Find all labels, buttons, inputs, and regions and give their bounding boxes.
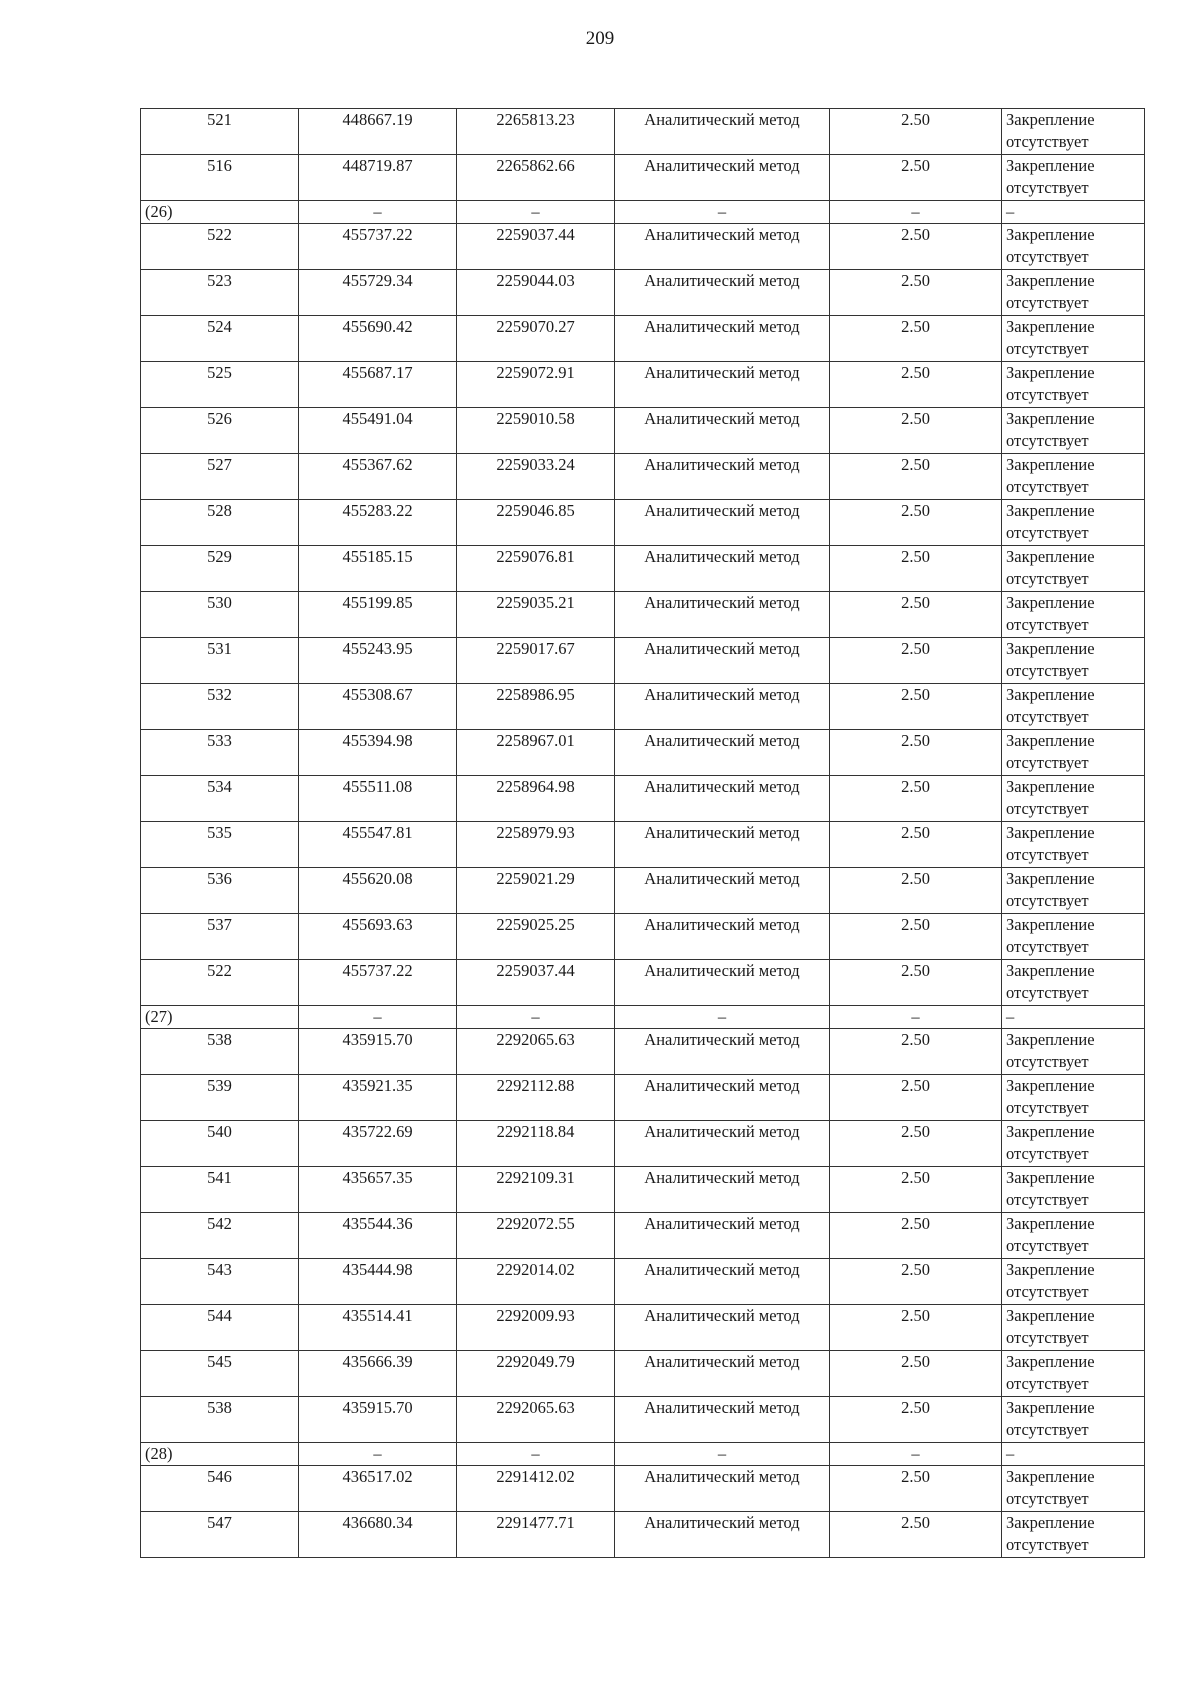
fixation-cell [1002,224,1145,270]
dash-cell: – [299,201,457,224]
fixation-line-1: Закрепление [1006,271,1095,290]
fixation-line-2: отсутствует [1006,178,1089,197]
point-number-cell: 529 [141,546,299,592]
x-coordinate-cell: 435915.70 [299,1397,457,1443]
accuracy-cell: 2.50 [830,1213,1002,1259]
accuracy-cell: 2.50 [830,730,1002,776]
x-coordinate-cell: 455199.85 [299,592,457,638]
point-number-cell: 542 [141,1213,299,1259]
y-coordinate-cell: 2259010.58 [457,408,615,454]
y-coordinate-cell: 2259033.24 [457,454,615,500]
x-coordinate-cell: 455737.22 [299,224,457,270]
y-coordinate-cell: 2259076.81 [457,546,615,592]
point-number-cell: 522 [141,224,299,270]
accuracy-cell: 2.50 [830,822,1002,868]
table-row [141,1213,1145,1259]
fixation-line-1: Закрепление [1006,731,1095,750]
table-row [141,1466,1145,1512]
point-number-cell: 539 [141,1075,299,1121]
point-number-cell: 543 [141,1259,299,1305]
fixation-cell [1002,454,1145,500]
point-number-cell: 533 [141,730,299,776]
x-coordinate-cell: 436517.02 [299,1466,457,1512]
fixation-line-1: Закрепление [1006,547,1095,566]
method-cell: Аналитический метод [615,776,830,822]
fixation-line-1: Закрепление [1006,1260,1095,1279]
accuracy-cell: 2.50 [830,1351,1002,1397]
fixation-cell [1002,1259,1145,1305]
fixation-line-2: отсутствует [1006,845,1089,864]
y-coordinate-cell: 2292118.84 [457,1121,615,1167]
fixation-line-1: Закрепление [1006,1030,1095,1049]
fixation-line-1: Закрепление [1006,363,1095,382]
table-row [141,546,1145,592]
method-cell: Аналитический метод [615,362,830,408]
y-coordinate-cell: 2292109.31 [457,1167,615,1213]
x-coordinate-cell: 436680.34 [299,1512,457,1558]
y-coordinate-cell: 2259025.25 [457,914,615,960]
fixation-line-1: Закрепление [1006,639,1095,658]
point-number-cell: 537 [141,914,299,960]
accuracy-cell: 2.50 [830,684,1002,730]
table-row [141,776,1145,822]
y-coordinate-cell: 2258964.98 [457,776,615,822]
accuracy-cell: 2.50 [830,1167,1002,1213]
fixation-cell [1002,638,1145,684]
accuracy-cell: 2.50 [830,1305,1002,1351]
fixation-cell [1002,592,1145,638]
y-coordinate-cell: 2292072.55 [457,1213,615,1259]
contour-separator-row [141,201,1145,224]
x-coordinate-cell: 435444.98 [299,1259,457,1305]
fixation-line-1: Закрепление [1006,961,1095,980]
fixation-line-1: Закрепление [1006,110,1095,129]
point-number-cell: 547 [141,1512,299,1558]
y-coordinate-cell: 2292009.93 [457,1305,615,1351]
x-coordinate-cell: 435722.69 [299,1121,457,1167]
method-cell: Аналитический метод [615,109,830,155]
dash-cell: – [1002,1443,1145,1466]
y-coordinate-cell: 2258979.93 [457,822,615,868]
table-row [141,914,1145,960]
fixation-line-2: отсутствует [1006,1236,1089,1255]
y-coordinate-cell: 2265813.23 [457,109,615,155]
y-coordinate-cell: 2259044.03 [457,270,615,316]
point-number-cell: 538 [141,1029,299,1075]
y-coordinate-cell: 2259037.44 [457,960,615,1006]
accuracy-cell: 2.50 [830,1259,1002,1305]
x-coordinate-cell: 455308.67 [299,684,457,730]
dash-cell: – [299,1006,457,1029]
dash-cell: – [457,1443,615,1466]
fixation-cell [1002,1075,1145,1121]
dash-cell: – [615,1006,830,1029]
method-cell: Аналитический метод [615,1029,830,1075]
fixation-line-1: Закрепление [1006,1214,1095,1233]
y-coordinate-cell: 2259037.44 [457,224,615,270]
x-coordinate-cell: 448667.19 [299,109,457,155]
x-coordinate-cell: 455547.81 [299,822,457,868]
fixation-line-2: отсутствует [1006,1535,1089,1554]
method-cell: Аналитический метод [615,500,830,546]
method-cell: Аналитический метод [615,408,830,454]
fixation-line-1: Закрепление [1006,777,1095,796]
point-number-cell: 528 [141,500,299,546]
table-row [141,408,1145,454]
method-cell: Аналитический метод [615,822,830,868]
method-cell: Аналитический метод [615,914,830,960]
point-number-cell: 545 [141,1351,299,1397]
accuracy-cell: 2.50 [830,638,1002,684]
fixation-line-1: Закрепление [1006,823,1095,842]
method-cell: Аналитический метод [615,1121,830,1167]
contour-separator-row [141,1443,1145,1466]
x-coordinate-cell: 435666.39 [299,1351,457,1397]
fixation-line-2: отсутствует [1006,247,1089,266]
table-row [141,1305,1145,1351]
fixation-line-2: отсутствует [1006,983,1089,1002]
x-coordinate-cell: 455394.98 [299,730,457,776]
x-coordinate-cell: 455690.42 [299,316,457,362]
point-number-cell: 524 [141,316,299,362]
fixation-line-2: отсутствует [1006,707,1089,726]
fixation-cell [1002,776,1145,822]
method-cell: Аналитический метод [615,1305,830,1351]
dash-cell: – [615,201,830,224]
fixation-line-2: отсутствует [1006,1489,1089,1508]
fixation-line-1: Закрепление [1006,1076,1095,1095]
fixation-cell [1002,362,1145,408]
fixation-cell [1002,1213,1145,1259]
method-cell: Аналитический метод [615,224,830,270]
table-row [141,224,1145,270]
y-coordinate-cell: 2258967.01 [457,730,615,776]
accuracy-cell: 2.50 [830,914,1002,960]
table-row [141,454,1145,500]
dash-cell: – [830,1443,1002,1466]
fixation-line-2: отсутствует [1006,1328,1089,1347]
contour-separator-row [141,1006,1145,1029]
x-coordinate-cell: 455185.15 [299,546,457,592]
method-cell: Аналитический метод [615,546,830,592]
point-number-cell: 540 [141,1121,299,1167]
method-cell: Аналитический метод [615,730,830,776]
fixation-line-1: Закрепление [1006,1306,1095,1325]
fixation-cell [1002,1466,1145,1512]
point-number-cell: 536 [141,868,299,914]
y-coordinate-cell: 2292112.88 [457,1075,615,1121]
point-number-cell: 526 [141,408,299,454]
table-row [141,270,1145,316]
table-row [141,868,1145,914]
fixation-cell [1002,1029,1145,1075]
fixation-line-2: отсутствует [1006,1190,1089,1209]
method-cell: Аналитический метод [615,1075,830,1121]
x-coordinate-cell: 435657.35 [299,1167,457,1213]
fixation-line-1: Закрепление [1006,317,1095,336]
dash-cell: – [1002,201,1145,224]
table-row [141,155,1145,201]
fixation-line-2: отсутствует [1006,569,1089,588]
method-cell: Аналитический метод [615,592,830,638]
fixation-cell [1002,1305,1145,1351]
accuracy-cell: 2.50 [830,155,1002,201]
y-coordinate-cell: 2258986.95 [457,684,615,730]
y-coordinate-cell: 2292065.63 [457,1397,615,1443]
method-cell: Аналитический метод [615,960,830,1006]
y-coordinate-cell: 2259021.29 [457,868,615,914]
y-coordinate-cell: 2259017.67 [457,638,615,684]
fixation-line-1: Закрепление [1006,685,1095,704]
accuracy-cell: 2.50 [830,1512,1002,1558]
method-cell: Аналитический метод [615,638,830,684]
fixation-line-1: Закрепление [1006,869,1095,888]
coordinates-table-body [141,109,1145,1558]
y-coordinate-cell: 2259035.21 [457,592,615,638]
fixation-cell [1002,1167,1145,1213]
fixation-cell [1002,868,1145,914]
accuracy-cell: 2.50 [830,546,1002,592]
table-row [141,1029,1145,1075]
contour-number-cell: (26) [141,201,299,224]
table-row [141,1167,1145,1213]
contour-number-cell: (28) [141,1443,299,1466]
method-cell: Аналитический метод [615,868,830,914]
point-number-cell: 521 [141,109,299,155]
coordinates-table [140,108,1145,1558]
accuracy-cell: 2.50 [830,1397,1002,1443]
point-number-cell: 527 [141,454,299,500]
point-number-cell: 535 [141,822,299,868]
x-coordinate-cell: 435514.41 [299,1305,457,1351]
fixation-line-2: отсутствует [1006,661,1089,680]
point-number-cell: 534 [141,776,299,822]
accuracy-cell: 2.50 [830,270,1002,316]
x-coordinate-cell: 455693.63 [299,914,457,960]
x-coordinate-cell: 455737.22 [299,960,457,1006]
method-cell: Аналитический метод [615,155,830,201]
x-coordinate-cell: 455687.17 [299,362,457,408]
fixation-line-2: отсутствует [1006,891,1089,910]
fixation-line-1: Закрепление [1006,409,1095,428]
accuracy-cell: 2.50 [830,592,1002,638]
method-cell: Аналитический метод [615,1397,830,1443]
accuracy-cell: 2.50 [830,454,1002,500]
fixation-cell [1002,109,1145,155]
fixation-line-2: отсутствует [1006,1052,1089,1071]
fixation-cell [1002,1512,1145,1558]
fixation-line-1: Закрепление [1006,1513,1095,1532]
fixation-cell [1002,408,1145,454]
table-row [141,109,1145,155]
page-number: 209 [585,28,615,49]
y-coordinate-cell: 2265862.66 [457,155,615,201]
x-coordinate-cell: 448719.87 [299,155,457,201]
accuracy-cell: 2.50 [830,1466,1002,1512]
accuracy-cell: 2.50 [830,408,1002,454]
table-row [141,592,1145,638]
fixation-line-2: отсутствует [1006,799,1089,818]
fixation-line-2: отсутствует [1006,477,1089,496]
method-cell: Аналитический метод [615,1512,830,1558]
point-number-cell: 538 [141,1397,299,1443]
fixation-cell [1002,822,1145,868]
fixation-line-1: Закрепление [1006,225,1095,244]
fixation-line-2: отсутствует [1006,339,1089,358]
point-number-cell: 516 [141,155,299,201]
point-number-cell: 523 [141,270,299,316]
table-row [141,684,1145,730]
dash-cell: – [830,1006,1002,1029]
dash-cell: – [615,1443,830,1466]
accuracy-cell: 2.50 [830,224,1002,270]
fixation-cell [1002,1351,1145,1397]
accuracy-cell: 2.50 [830,1121,1002,1167]
x-coordinate-cell: 435915.70 [299,1029,457,1075]
point-number-cell: 546 [141,1466,299,1512]
method-cell: Аналитический метод [615,270,830,316]
dash-cell: – [1002,1006,1145,1029]
fixation-line-2: отсутствует [1006,293,1089,312]
fixation-line-1: Закрепление [1006,1122,1095,1141]
table-row [141,1512,1145,1558]
method-cell: Аналитический метод [615,1167,830,1213]
x-coordinate-cell: 455367.62 [299,454,457,500]
table-row [141,1121,1145,1167]
table-row [141,822,1145,868]
fixation-cell [1002,1397,1145,1443]
table-row [141,362,1145,408]
y-coordinate-cell: 2292049.79 [457,1351,615,1397]
dash-cell: – [457,201,615,224]
x-coordinate-cell: 455283.22 [299,500,457,546]
y-coordinate-cell: 2292065.63 [457,1029,615,1075]
point-number-cell: 541 [141,1167,299,1213]
dash-cell: – [830,201,1002,224]
x-coordinate-cell: 455620.08 [299,868,457,914]
point-number-cell: 544 [141,1305,299,1351]
x-coordinate-cell: 435921.35 [299,1075,457,1121]
method-cell: Аналитический метод [615,684,830,730]
method-cell: Аналитический метод [615,1351,830,1397]
table-row [141,730,1145,776]
y-coordinate-cell: 2259072.91 [457,362,615,408]
table-row [141,1351,1145,1397]
fixation-line-1: Закрепление [1006,156,1095,175]
fixation-cell [1002,270,1145,316]
point-number-cell: 525 [141,362,299,408]
y-coordinate-cell: 2291477.71 [457,1512,615,1558]
x-coordinate-cell: 455243.95 [299,638,457,684]
y-coordinate-cell: 2259070.27 [457,316,615,362]
fixation-cell [1002,316,1145,362]
fixation-line-2: отсутствует [1006,615,1089,634]
point-number-cell: 522 [141,960,299,1006]
fixation-line-1: Закрепление [1006,1467,1095,1486]
fixation-line-2: отсутствует [1006,132,1089,151]
fixation-line-2: отсутствует [1006,1282,1089,1301]
accuracy-cell: 2.50 [830,500,1002,546]
y-coordinate-cell: 2259046.85 [457,500,615,546]
method-cell: Аналитический метод [615,316,830,362]
fixation-cell [1002,914,1145,960]
fixation-line-1: Закрепление [1006,1398,1095,1417]
method-cell: Аналитический метод [615,1213,830,1259]
accuracy-cell: 2.50 [830,316,1002,362]
y-coordinate-cell: 2291412.02 [457,1466,615,1512]
fixation-line-2: отсутствует [1006,1374,1089,1393]
fixation-line-2: отсутствует [1006,1420,1089,1439]
fixation-line-2: отсутствует [1006,523,1089,542]
fixation-line-2: отсутствует [1006,1098,1089,1117]
fixation-cell [1002,684,1145,730]
accuracy-cell: 2.50 [830,1029,1002,1075]
point-number-cell: 531 [141,638,299,684]
dash-cell: – [299,1443,457,1466]
fixation-line-2: отсутствует [1006,1144,1089,1163]
table-row [141,1397,1145,1443]
accuracy-cell: 2.50 [830,868,1002,914]
x-coordinate-cell: 435544.36 [299,1213,457,1259]
method-cell: Аналитический метод [615,454,830,500]
fixation-cell [1002,155,1145,201]
fixation-line-1: Закрепление [1006,1168,1095,1187]
fixation-cell [1002,546,1145,592]
accuracy-cell: 2.50 [830,960,1002,1006]
accuracy-cell: 2.50 [830,362,1002,408]
table-row [141,316,1145,362]
fixation-cell [1002,960,1145,1006]
fixation-cell [1002,730,1145,776]
table-row [141,960,1145,1006]
fixation-line-1: Закрепление [1006,915,1095,934]
table-row [141,638,1145,684]
dash-cell: – [457,1006,615,1029]
fixation-line-1: Закрепление [1006,593,1095,612]
table-row [141,1075,1145,1121]
fixation-line-2: отсутствует [1006,937,1089,956]
accuracy-cell: 2.50 [830,109,1002,155]
x-coordinate-cell: 455511.08 [299,776,457,822]
accuracy-cell: 2.50 [830,776,1002,822]
contour-number-cell: (27) [141,1006,299,1029]
x-coordinate-cell: 455729.34 [299,270,457,316]
fixation-cell [1002,1121,1145,1167]
fixation-line-1: Закрепление [1006,1352,1095,1371]
fixation-line-1: Закрепление [1006,455,1095,474]
x-coordinate-cell: 455491.04 [299,408,457,454]
method-cell: Аналитический метод [615,1259,830,1305]
point-number-cell: 530 [141,592,299,638]
method-cell: Аналитический метод [615,1466,830,1512]
fixation-cell [1002,500,1145,546]
fixation-line-2: отсутствует [1006,431,1089,450]
point-number-cell: 532 [141,684,299,730]
fixation-line-1: Закрепление [1006,501,1095,520]
table-row [141,500,1145,546]
accuracy-cell: 2.50 [830,1075,1002,1121]
y-coordinate-cell: 2292014.02 [457,1259,615,1305]
table-row [141,1259,1145,1305]
fixation-line-2: отсутствует [1006,385,1089,404]
fixation-line-2: отсутствует [1006,753,1089,772]
